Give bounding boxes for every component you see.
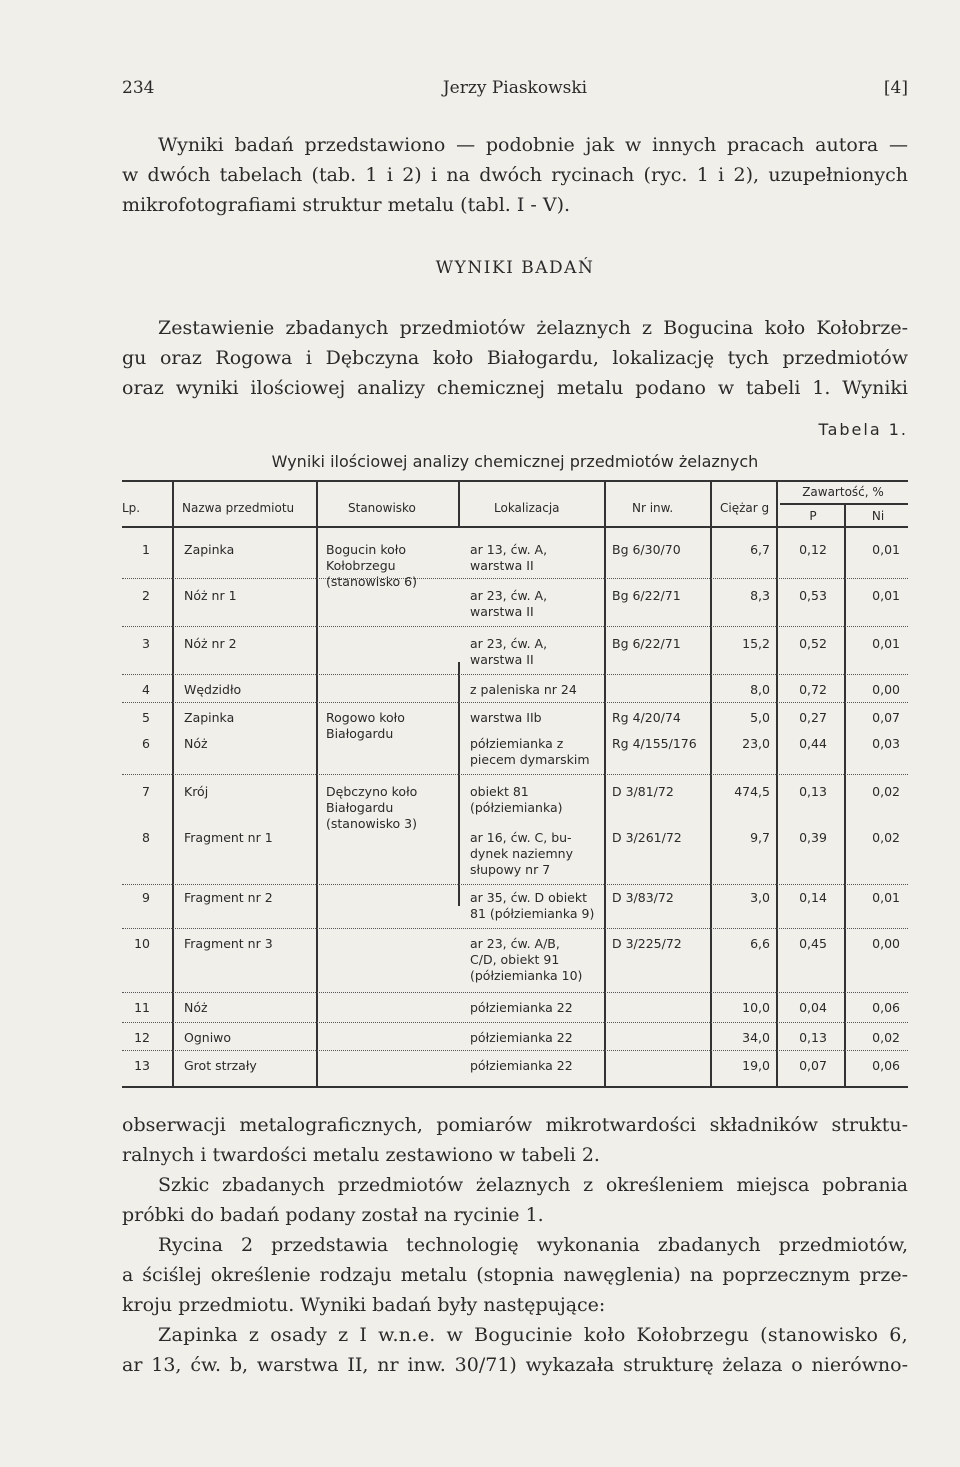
cell-p: 0,72	[799, 682, 827, 697]
cell-lp: 4	[142, 682, 150, 697]
cell-p: 0,12	[799, 542, 827, 557]
cell-p: 0,39	[799, 830, 827, 845]
cell-weight: 474,5	[734, 784, 770, 799]
text-line: kroju przedmiotu. Wyniki badań były następujące:	[122, 1294, 606, 1316]
cell-weight: 6,6	[750, 936, 770, 951]
column-rule	[172, 480, 174, 1088]
text-line: Zestawienie zbadanych przedmiotów żelaznych z Bogucina koło Kołobrze-	[158, 317, 908, 339]
table-caption: Wyniki ilościowej analizy chemicznej przedmiotów żelaznych	[271, 452, 759, 471]
cell-p: 0,07	[799, 1058, 827, 1073]
header-name: Nazwa przedmiotu	[182, 501, 295, 515]
cell-name: Zapinka	[184, 542, 235, 557]
cell-name: Grot strzały	[184, 1058, 257, 1073]
cell-ni: 0,06	[872, 1000, 900, 1015]
cell-name: Fragment nr 1	[184, 830, 273, 845]
cell-lp: 11	[134, 1000, 150, 1015]
intro-paragraph	[122, 130, 908, 220]
cell-weight: 6,7	[750, 542, 770, 557]
header-lp: Lp.	[122, 501, 141, 515]
cell-weight: 3,0	[750, 890, 770, 905]
cell-lp: 3	[142, 636, 150, 651]
section-heading: WYNIKI BADAŃ	[435, 258, 595, 278]
cell-location: ar 13, ćw. A, warstwa II	[470, 542, 548, 573]
table-top-rule	[122, 480, 908, 482]
column-rule	[776, 480, 778, 1088]
cell-ni: 0,01	[872, 636, 900, 651]
cell-location: ar 16, ćw. C, bu- dynek naziemny słupowy nr 7	[470, 830, 573, 877]
cell-inventory: Rg 4/155/176	[612, 736, 697, 751]
running-header	[122, 78, 908, 102]
cell-weight: 8,3	[750, 588, 770, 603]
cell-p: 0,14	[799, 890, 827, 905]
column-rule	[844, 503, 846, 1088]
cell-weight: 5,0	[750, 710, 770, 725]
cell-inventory: D 3/81/72	[612, 784, 674, 799]
cell-lp: 12	[134, 1030, 150, 1045]
cell-name: Nóż	[184, 1000, 208, 1015]
cell-p: 0,04	[799, 1000, 827, 1015]
cell-name: Wędzidło	[184, 682, 242, 697]
row-separator	[122, 674, 908, 675]
header-content: Zawartość, %	[802, 485, 884, 499]
header-inventory: Nr inw.	[632, 501, 674, 515]
cell-lp: 5	[142, 710, 150, 725]
cell-location: ar 23, ćw. A, warstwa II	[470, 636, 548, 667]
text-line: a ściślej określenie rodzaju metalu (stopnia nawęglenia) na poprzecznym prze-	[122, 1264, 908, 1286]
cell-inventory: Rg 4/20/74	[612, 710, 681, 725]
text-line: oraz wyniki ilościowej analizy chemicznej metalu podano w tabeli 1. Wyniki	[122, 377, 908, 399]
text-line: Rycina 2 przedstawia technologię wykonania zbadanych przedmiotów,	[158, 1234, 908, 1256]
row-separator	[122, 702, 908, 703]
cell-ni: 0,00	[872, 682, 900, 697]
cell-lp: 1	[142, 542, 150, 557]
cell-location: warstwa IIb	[470, 710, 542, 725]
section-number: [4]	[883, 78, 908, 98]
site-cell: Bogucin koło Kołobrzegu (stanowisko 6)	[326, 542, 417, 589]
cell-name: Ogniwo	[184, 1030, 232, 1045]
cell-ni: 0,02	[872, 1030, 900, 1045]
cell-lp: 13	[134, 1058, 150, 1073]
site-cell: Rogowo koło Białogardu	[326, 710, 405, 741]
text-line: w dwóch tabelach (tab. 1 i 2) i na dwóch rycinach (ryc. 1 i 2), uzupełnionych	[122, 164, 908, 186]
after-paragraph	[122, 1110, 908, 1380]
row-separator	[122, 774, 908, 775]
cell-weight: 15,2	[742, 636, 770, 651]
cell-p: 0,53	[799, 588, 827, 603]
cell-inventory: D 3/83/72	[612, 890, 674, 905]
text-line: ar 13, ćw. b, warstwa II, nr inw. 30/71) wykazała strukturę żelaza o nierówno-	[122, 1354, 908, 1376]
cell-lp: 8	[142, 830, 150, 845]
cell-p: 0,13	[799, 1030, 827, 1045]
cell-name: Fragment nr 3	[184, 936, 273, 951]
column-rule	[710, 480, 712, 1088]
text-line: próbki do badań podany został na rycinie 1.	[122, 1204, 544, 1226]
cell-ni: 0,02	[872, 830, 900, 845]
column-rule	[458, 662, 460, 906]
cell-weight: 8,0	[750, 682, 770, 697]
cell-ni: 0,02	[872, 784, 900, 799]
cell-ni: 0,03	[872, 736, 900, 751]
cell-ni: 0,01	[872, 588, 900, 603]
row-separator	[122, 884, 908, 885]
cell-lp: 10	[134, 936, 150, 951]
cell-p: 0,45	[799, 936, 827, 951]
text-line: ralnych i twardości metalu zestawiono w tabeli 2.	[122, 1144, 600, 1166]
text-line: Szkic zbadanych przedmiotów żelaznych z określeniem miejsca pobrania	[158, 1174, 908, 1196]
cell-name: Nóż nr 1	[184, 588, 237, 603]
cell-location: z paleniska nr 24	[470, 682, 577, 697]
row-separator	[122, 578, 908, 579]
row-separator	[122, 1022, 908, 1023]
cell-p: 0,13	[799, 784, 827, 799]
text-line: Wyniki badań przedstawiono — podobnie jak w innych pracach autora —	[158, 134, 908, 156]
data-table	[122, 480, 908, 1088]
header-ni: Ni	[871, 509, 885, 523]
cell-ni: 0,06	[872, 1058, 900, 1073]
cell-weight: 9,7	[750, 830, 770, 845]
cell-name: Zapinka	[184, 710, 235, 725]
cell-p: 0,27	[799, 710, 827, 725]
table-label: Tabela 1.	[818, 420, 908, 439]
cell-weight: 10,0	[742, 1000, 770, 1015]
cell-inventory: Bg 6/22/71	[612, 636, 681, 651]
header-location: Lokalizacja	[494, 501, 560, 515]
row-separator	[122, 1050, 908, 1051]
cell-name: Fragment nr 2	[184, 890, 273, 905]
cell-name: Nóż	[184, 736, 208, 751]
cell-location: obiekt 81 (półziemianka)	[470, 784, 563, 815]
cell-lp: 7	[142, 784, 150, 799]
cell-ni: 0,07	[872, 710, 900, 725]
header-weight: Ciężar g	[720, 501, 770, 515]
cell-p: 0,44	[799, 736, 827, 751]
header-site: Stanowisko	[348, 501, 416, 515]
cell-inventory: D 3/225/72	[612, 936, 682, 951]
cell-weight: 34,0	[742, 1030, 770, 1045]
running-author: Jerzy Piaskowski	[442, 78, 588, 98]
row-separator	[122, 626, 908, 627]
cell-location: ar 35, ćw. D obiekt 81 (półziemianka 9)	[470, 890, 595, 921]
cell-ni: 0,01	[872, 890, 900, 905]
cell-location: półziemianka z piecem dymarskim	[470, 736, 590, 767]
row-separator	[122, 992, 908, 993]
column-rule	[316, 480, 318, 1088]
row-separator	[122, 928, 908, 929]
site-cell: Dębczyno koło Białogardu (stanowisko 3)	[326, 784, 418, 831]
cell-lp: 9	[142, 890, 150, 905]
text-line: gu oraz Rogowa i Dębczyna koło Białogardu, lokalizację tych przedmiotów	[122, 347, 908, 369]
cell-lp: 6	[142, 736, 150, 751]
column-rule	[604, 480, 606, 1088]
cell-name: Nóż nr 2	[184, 636, 237, 651]
cell-inventory: Bg 6/22/71	[612, 588, 681, 603]
cell-ni: 0,01	[872, 542, 900, 557]
summary-paragraph	[122, 313, 908, 403]
cell-ni: 0,00	[872, 936, 900, 951]
cell-p: 0,52	[799, 636, 827, 651]
text-line: mikrofotografiami struktur metalu (tabl. I - V).	[122, 194, 571, 216]
cell-weight: 23,0	[742, 736, 770, 751]
header-rule	[122, 526, 908, 528]
cell-name: Krój	[184, 784, 209, 799]
cell-location: ar 23, ćw. A/B, C/D, obiekt 91 (półziemianka 10)	[470, 936, 583, 983]
cell-location: półziemianka 22	[470, 1058, 573, 1073]
cell-weight: 19,0	[742, 1058, 770, 1073]
cell-inventory: D 3/261/72	[612, 830, 682, 845]
table-bottom-rule	[122, 1086, 908, 1088]
text-line: Zapinka z osady z I w.n.e. w Bogucinie koło Kołobrzegu (stanowisko 6,	[158, 1324, 908, 1346]
cell-lp: 2	[142, 588, 150, 603]
header-p: P	[809, 509, 817, 523]
cell-location: półziemianka 22	[470, 1000, 573, 1015]
cell-inventory: Bg 6/30/70	[612, 542, 681, 557]
text-line: obserwacji metalograficznych, pomiarów mikrotwardości składników struktu-	[122, 1114, 908, 1136]
cell-location: półziemianka 22	[470, 1030, 573, 1045]
page-number: 234	[122, 78, 155, 98]
column-rule	[458, 480, 460, 526]
cell-location: ar 23, ćw. A, warstwa II	[470, 588, 548, 619]
